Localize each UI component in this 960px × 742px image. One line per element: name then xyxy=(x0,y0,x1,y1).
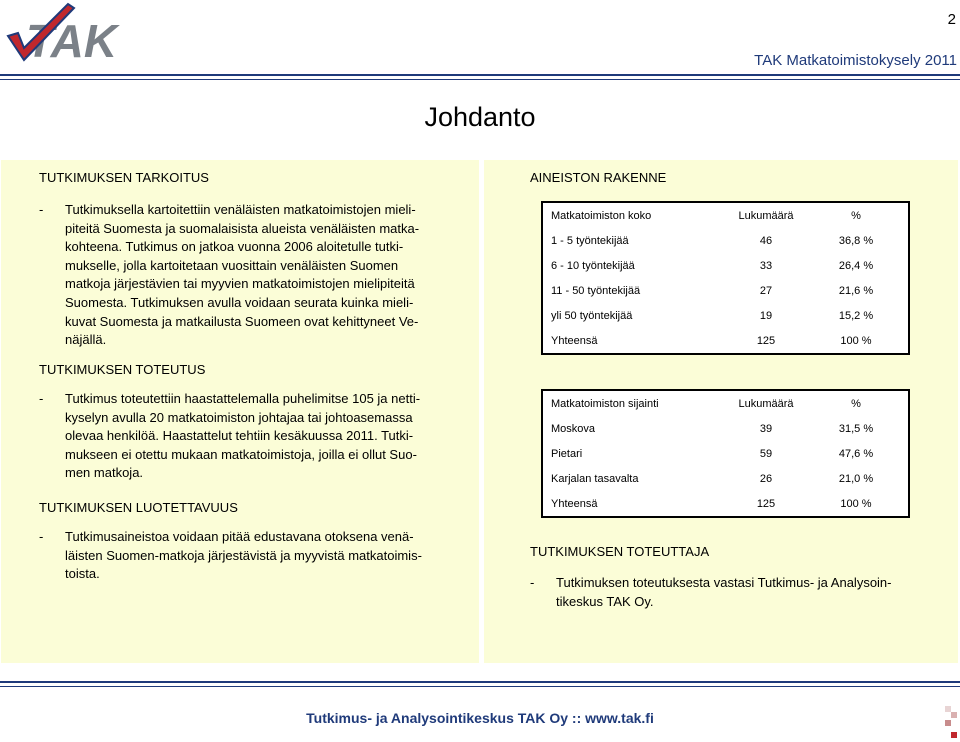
left-panel xyxy=(1,160,479,663)
text-line: kuvat Suomesta ja matkailusta Suomeen ovat kehittyneet Ve- xyxy=(65,313,419,329)
table-cell: 27 xyxy=(759,284,773,297)
table-cell: 39 xyxy=(759,422,773,435)
header-divider xyxy=(0,74,960,76)
conductor-text xyxy=(530,574,926,611)
table-cell: 19 xyxy=(759,309,773,322)
footer-divider xyxy=(0,681,960,683)
purpose-text xyxy=(39,201,445,350)
reliability-text xyxy=(39,528,445,584)
table-cell: 21,0 % xyxy=(838,472,874,485)
table-cell: 46 xyxy=(759,234,773,247)
table-row xyxy=(542,416,909,441)
table-cell: Yhteensä xyxy=(551,334,598,347)
table-cell: Moskova xyxy=(551,422,596,435)
page-number: 2 xyxy=(947,11,956,28)
table-header-cell: % xyxy=(851,209,861,222)
table-cell: 21,6 % xyxy=(838,284,874,297)
text-line: kyselyn avulla 20 matkatoimiston johtajaa tai johtoasemassa xyxy=(65,409,413,425)
conductor-heading: TUTKIMUKSEN TOTEUTTAJA xyxy=(530,544,710,559)
tak-logo xyxy=(4,2,144,64)
text-line: kohteena. Tutkimus on jatkoa vuonna 2006 aloitetulle tutki- xyxy=(65,239,404,255)
reliability-heading: TUTKIMUKSEN LUOTETTAVUUS xyxy=(39,500,238,515)
table-header-row xyxy=(542,390,909,416)
table-cell: 47,6 % xyxy=(838,447,874,460)
table-cell: 125 xyxy=(756,497,776,510)
table-cell: 100 % xyxy=(840,497,872,510)
table-row xyxy=(542,303,909,328)
table-cell: 26,4 % xyxy=(838,259,874,272)
bullet-dash: - xyxy=(39,529,44,544)
text-line: Tutkimus toteutettiin haastattelemalla puhelimitse 105 ja netti- xyxy=(65,391,421,406)
table-header-cell: Lukumäärä xyxy=(738,397,794,410)
text-line: mukselle, jolla kartoitetaan vuosittain venäläisten Suomen xyxy=(65,257,399,273)
table-cell: 36,8 % xyxy=(838,234,874,247)
table-row xyxy=(542,278,909,303)
table-cell: 6 - 10 työntekijää xyxy=(551,259,635,272)
text-line: olevaa henkilöä. Haastattelut tehtiin kesäkuussa 2011. Tutki- xyxy=(65,428,414,444)
text-line: Tutkimuksella kartoitettiin venäläisten matkatoimistojen mieli- xyxy=(65,202,416,217)
table-row xyxy=(542,466,909,491)
table-row xyxy=(542,441,909,466)
text-line: Tutkimuksen toteutuksesta vastasi Tutkimus- ja Analysoin- xyxy=(556,575,892,590)
table-row xyxy=(542,253,909,278)
text-line: matkoja järjestävien tai myyvien matkatoimistojen mielipiteitä xyxy=(65,276,415,292)
text-line: tikeskus TAK Oy. xyxy=(556,593,654,609)
footer-divider-thin xyxy=(0,686,960,687)
table-cell: yli 50 työntekijää xyxy=(551,309,633,322)
report-title: TAK Matkatoimistokysely 2011 xyxy=(754,52,957,69)
table-total-row xyxy=(542,491,909,517)
bullet-dash: - xyxy=(39,391,44,406)
size-table xyxy=(541,201,910,355)
table-header-cell: Matkatoimiston sijainti xyxy=(551,397,659,410)
text-line: Tutkimusaineistoa voidaan pitää edustavana otoksena venä- xyxy=(65,529,414,544)
execution-text xyxy=(39,390,445,483)
table-cell: 59 xyxy=(759,447,773,460)
text-line: mukseen ei otettu mukaan matkatoimistoja, joilla ei ollut Suo- xyxy=(65,446,417,462)
table-cell: Yhteensä xyxy=(551,497,598,510)
structure-heading: AINEISTON RAKENNE xyxy=(530,170,667,185)
table-header-cell: Lukumäärä xyxy=(738,209,794,222)
right-panel xyxy=(484,160,958,663)
table-cell: 125 xyxy=(756,334,776,347)
purpose-heading: TUTKIMUKSEN TARKOITUS xyxy=(39,170,209,185)
footer-text: Tutkimus- ja Analysointikeskus TAK Oy :: www.tak.fi xyxy=(306,710,654,726)
table-cell: 11 - 50 työntekijää xyxy=(551,284,641,297)
table-cell: 100 % xyxy=(840,334,872,347)
text-line: näjällä. xyxy=(65,332,107,348)
table-header-cell: % xyxy=(851,397,861,410)
bullet-dash: - xyxy=(39,202,44,217)
table-header-row xyxy=(542,202,909,228)
text-line: Suomesta. Tutkimuksen avulla voidaan seurata kuinka mieli- xyxy=(65,294,414,310)
table-cell: 1 - 5 työntekijää xyxy=(551,234,629,247)
location-table xyxy=(541,389,910,518)
table-header-cell: Matkatoimiston koko xyxy=(551,209,652,222)
page-title: Johdanto xyxy=(424,102,536,132)
table-cell: 15,2 % xyxy=(838,309,874,322)
table-total-row xyxy=(542,328,909,354)
text-line: toista. xyxy=(65,566,100,582)
table-cell: Karjalan tasavalta xyxy=(551,472,639,485)
text-line: läisten Suomen-matkoja järjestävistä ja myyvistä matkatoimis- xyxy=(65,547,422,563)
logo-text: TAK xyxy=(26,15,118,64)
table-cell: 26 xyxy=(759,472,773,485)
table-row xyxy=(542,228,909,253)
execution-heading: TUTKIMUKSEN TOTEUTUS xyxy=(39,362,206,377)
table-cell: 31,5 % xyxy=(838,422,874,435)
corner-squares-icon xyxy=(945,706,957,740)
header-divider-thin xyxy=(0,79,960,80)
text-line: men matkoja. xyxy=(65,465,144,481)
text-line: piteitä Suomesta ja suomalaisista alueista venäläisten matka- xyxy=(65,220,420,236)
table-cell: 33 xyxy=(759,259,773,272)
bullet-dash: - xyxy=(530,575,535,590)
table-cell: Pietari xyxy=(551,447,583,460)
